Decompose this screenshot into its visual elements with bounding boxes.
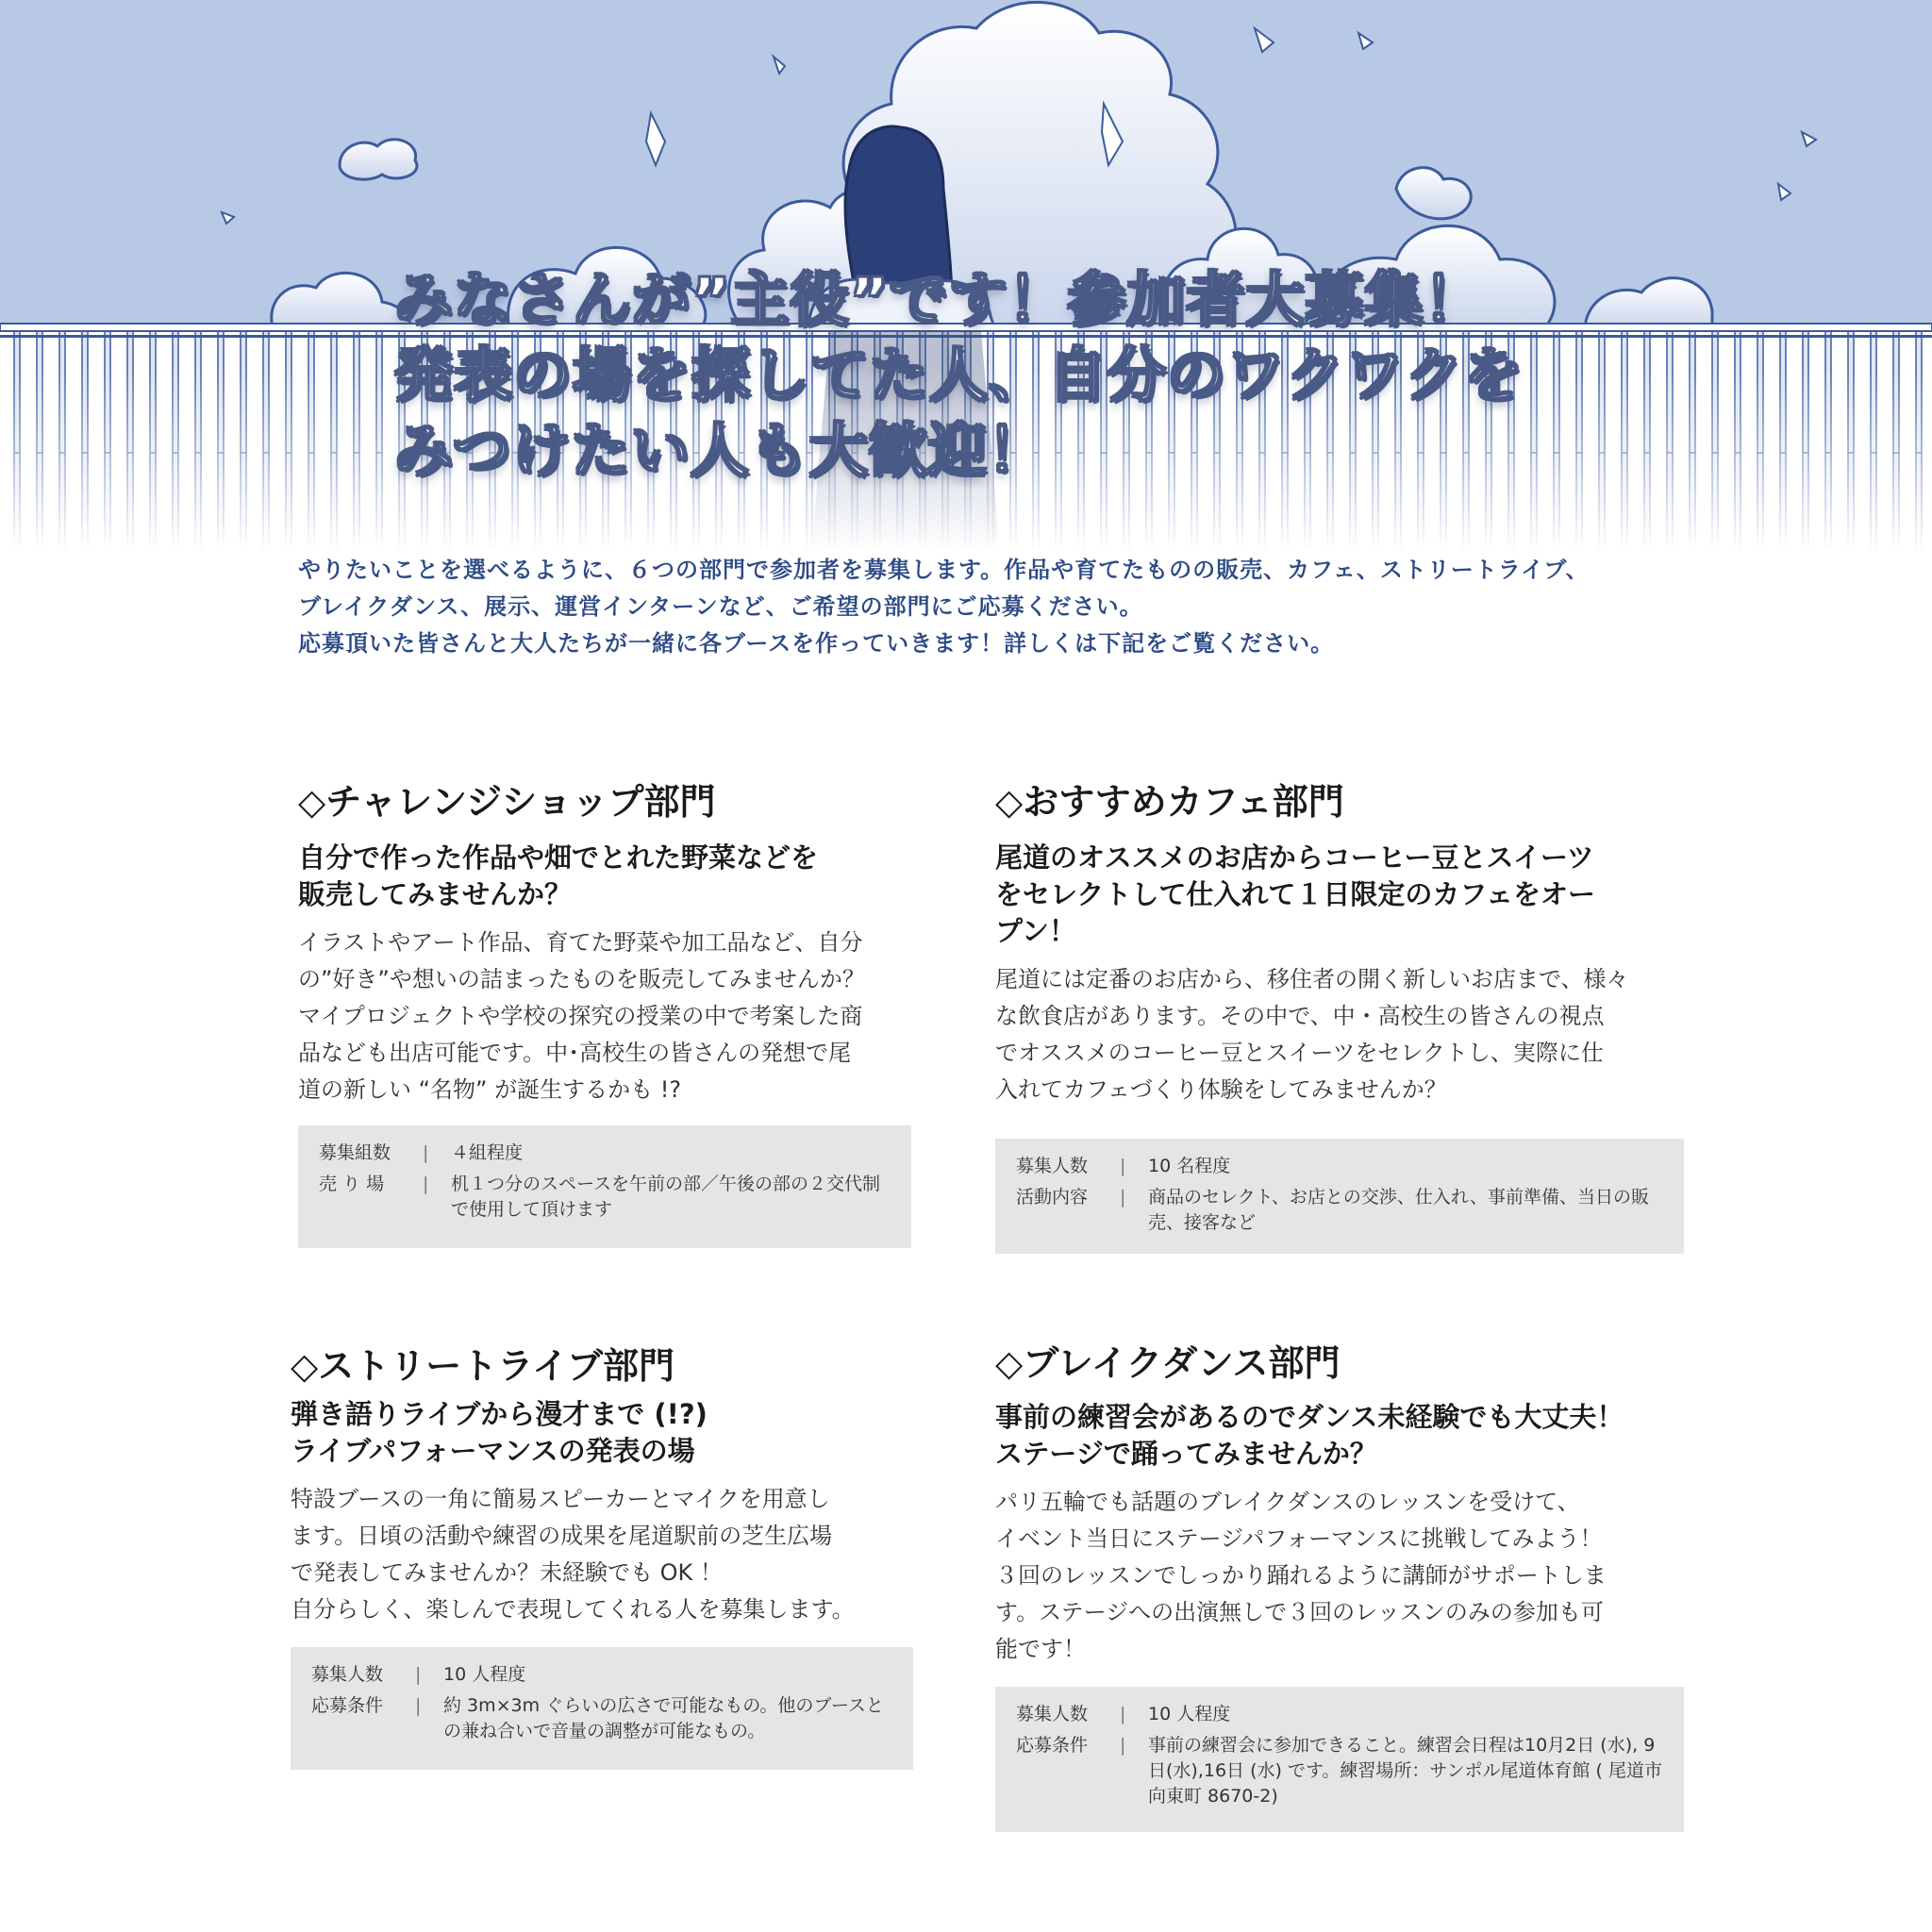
section-body-line: 品なども出店可能です。中･高校生の皆さんの発想で尾 [298, 1040, 852, 1066]
info-separator: | [415, 1695, 422, 1716]
info-key: 募集組数 [319, 1142, 391, 1163]
info-value: ４組程度 [451, 1142, 524, 1163]
info-row [311, 1662, 892, 1688]
section-breakdance [995, 1341, 1684, 1832]
info-row [319, 1172, 891, 1223]
info-box [298, 1125, 911, 1248]
section-body-line: 道の新しい “名物” が誕生するかも !? [298, 1076, 682, 1103]
info-key: 応募条件 [311, 1695, 384, 1716]
section-title: ◇ストリートライブ部門 [291, 1345, 675, 1387]
section-body-line: の”好き”や想いの詰まったものを販売してみませんか？ [298, 966, 865, 992]
info-separator: | [1120, 1704, 1126, 1724]
info-value: 10 名程度 [1148, 1156, 1231, 1176]
section-title: ◇ブレイクダンス部門 [995, 1342, 1341, 1384]
section-body-line: ３回のレッスンでしっかり踊れるように講師がサポートしま [995, 1562, 1607, 1589]
section-title: ◇チャレンジショップ部門 [298, 781, 716, 823]
section-body-line: 能です！ [995, 1636, 1086, 1662]
section-body-line: す。ステージへの出演無しで３回のレッスンのみの参加も可 [995, 1599, 1604, 1625]
section-body-line: で発表してみませんか？未経験でも OK ！ [291, 1559, 723, 1586]
section-challenge-shop [298, 779, 911, 1248]
section-body-line: イラストやアート作品、育てた野菜や加工品など、自分 [298, 929, 863, 956]
section-body-line: ます。日頃の活動や練習の成果を尾道駅前の芝生広場 [291, 1523, 833, 1549]
section-subtitle: 販売してみませんか？ [298, 878, 573, 910]
info-value: 商品のセレクト、お店との交渉、仕入れ、事前準備、当日の販売、接客など [1148, 1187, 1650, 1233]
section-subtitle: 事前の練習会があるのでダンス未経験でも大丈夫！ [995, 1401, 1624, 1433]
hero-headline-line-3: みつけたい人も大歓迎！ [394, 416, 1047, 485]
info-separator: | [423, 1174, 429, 1194]
section-body-line: 自分らしく、楽しんで表現してくれる人を募集します。 [291, 1596, 855, 1623]
intro-line: ブレイクダンス、展示、運営インターンなど、ご希望の部門にご応募ください。 [298, 593, 1143, 620]
info-key: 募集人数 [1016, 1704, 1089, 1724]
intro-text [298, 552, 1713, 662]
info-separator: | [1120, 1735, 1126, 1756]
section-recommended-cafe [995, 779, 1684, 1254]
info-key: 活動内容 [1016, 1187, 1089, 1208]
info-row [319, 1141, 891, 1166]
info-row [1016, 1733, 1663, 1809]
info-separator: | [1120, 1156, 1126, 1176]
section-body-line: パリ五輪でも話題のブレイクダンスのレッスンを受けて、 [995, 1489, 1580, 1515]
info-separator: | [415, 1664, 422, 1685]
section-subtitle: 自分で作った作品や畑でとれた野菜などを [298, 841, 819, 874]
hero-banner [0, 0, 1932, 552]
section-title: ◇おすすめカフェ部門 [995, 781, 1344, 823]
info-box [291, 1647, 913, 1770]
section-body-line: マイプロジェクトや学校の探究の授業の中で考案した商 [298, 1003, 863, 1029]
info-row [1016, 1154, 1663, 1179]
info-value: 机１つ分のスペースを午前の部／午後の部の２交代制で使用して頂けます [451, 1174, 881, 1220]
section-street-live [291, 1343, 913, 1770]
hero-headline-line-2: 発表の場を探してた人、自分のワクワクを [394, 341, 1524, 409]
section-subtitle: 弾き語りライブから漫才まで (!?) [291, 1398, 708, 1430]
section-subtitle: 尾道のオススメのお店からコーヒー豆とスイーツ [995, 841, 1594, 874]
info-row [1016, 1185, 1663, 1236]
info-separator: | [423, 1142, 429, 1163]
section-body-line: 入れてカフェづくり体験をしてみませんか？ [995, 1076, 1447, 1103]
info-box [995, 1139, 1684, 1254]
info-key: 売 り 場 [319, 1174, 385, 1194]
info-value: 10 人程度 [443, 1664, 526, 1685]
info-key: 応募条件 [1016, 1735, 1089, 1756]
info-key: 募集人数 [311, 1664, 384, 1685]
info-value: 約 3m×3m ぐらいの広さで可能なもの。他のブースとの兼ね合いで音量の調整が可能なもの。 [443, 1695, 884, 1741]
section-subtitle: ライブパフォーマンスの発表の場 [291, 1435, 695, 1467]
section-body-line: イベント当日にステージパフォーマンスに挑戦してみよう！ [995, 1525, 1603, 1552]
intro-line: 応募頂いた皆さんと大人たちが一緒に各ブースを作っていきます！詳しくは下記をご覧ください。 [298, 630, 1335, 657]
section-subtitle: ステージで踊ってみませんか？ [995, 1438, 1377, 1470]
info-row [1016, 1702, 1663, 1727]
intro-line: やりたいことを選べるように、６つの部門で参加者を募集します。作品や育てたものの販売、カフェ、ストリートライブ、 [298, 557, 1590, 583]
section-body-line: な飲食店があります。その中で、中・高校生の皆さんの視点 [995, 1003, 1605, 1029]
section-subtitle: プン！ [995, 915, 1076, 947]
hero-headline [394, 262, 1715, 489]
section-body-line: 特設ブースの一角に簡易スピーカーとマイクを用意し [291, 1486, 830, 1512]
info-value: 事前の練習会に参加できること。練習会日程は10月2日 (水), 9日(水),16日 (水) です。練習場所：サンポル尾道体育館 ( 尾道市向東町 8670-2) [1148, 1735, 1662, 1807]
section-subtitle: をセレクトして仕入れて１日限定のカフェをオー [995, 878, 1595, 910]
section-body-line: でオススメのコーヒー豆とスイーツをセレクトし、実際に仕 [995, 1040, 1604, 1066]
info-row [311, 1693, 892, 1744]
info-separator: | [1120, 1187, 1126, 1208]
info-key: 募集人数 [1016, 1156, 1089, 1176]
info-value: 10 人程度 [1148, 1704, 1231, 1724]
hero-headline-line-1: みなさんが”主役”です！参加者大募集！ [394, 265, 1484, 334]
section-body-line: 尾道には定番のお店から、移住者の開く新しいお店まで、様々 [995, 966, 1629, 992]
info-box [995, 1687, 1684, 1832]
